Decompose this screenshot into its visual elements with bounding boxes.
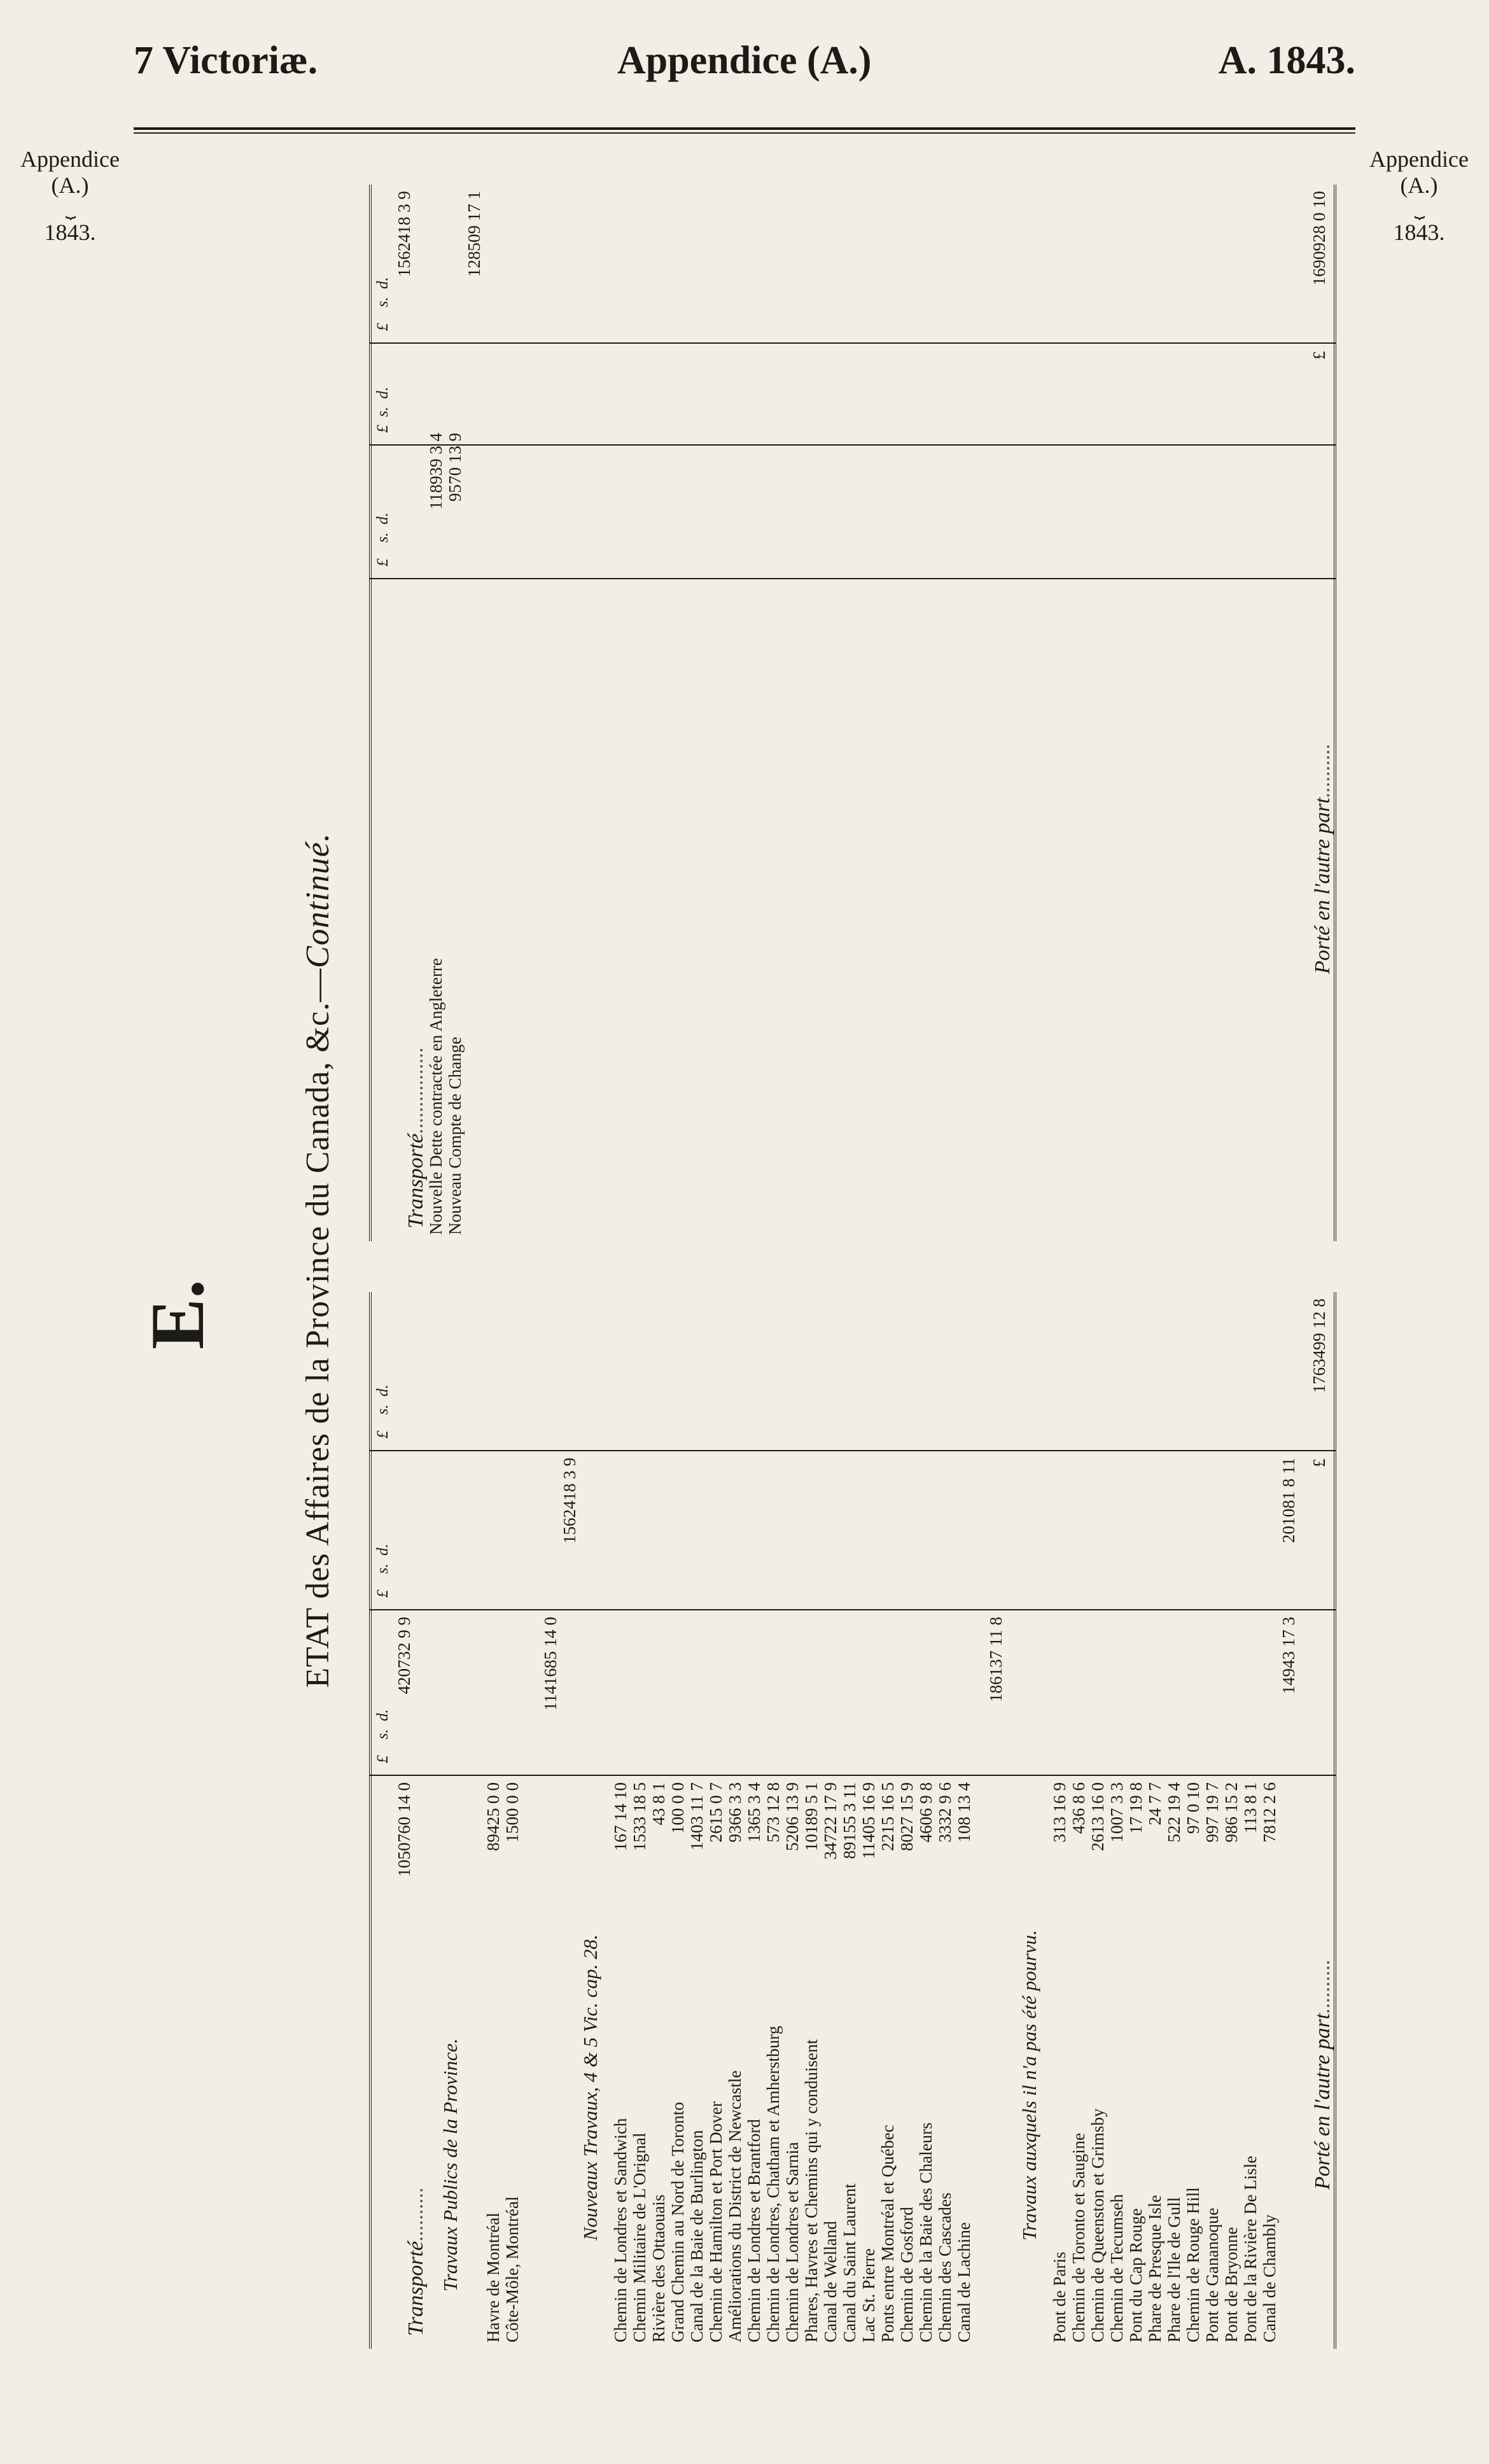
- row-label: Pont de la Rivière De Lisle: [1241, 2155, 1260, 2342]
- document-title: [299, 172, 337, 2349]
- row-label: Chemin de Londres et Brantford: [744, 2119, 764, 2342]
- row-label: Grand Chemin au Nord de Toronto: [668, 2102, 687, 2342]
- carried-row: Porté en l'autre part..........: [1311, 743, 1334, 974]
- units-col3: £ s. d.: [374, 277, 391, 331]
- title-continued: Continué.: [300, 833, 336, 968]
- row-amount: 2215 16 5: [878, 1782, 897, 1851]
- units-col3: £ s. d.: [374, 1384, 391, 1439]
- column-rule: [369, 444, 1336, 446]
- row-label: Pont de Bryonne: [1222, 2227, 1241, 2342]
- margin-letter: (A.): [1400, 172, 1438, 199]
- column-rule: [369, 1775, 1336, 1776]
- row-amount: 573 12 8: [764, 1782, 783, 1843]
- right-account-table: [369, 185, 1336, 1241]
- column-rule: [369, 342, 1336, 344]
- carried-row: Porté en l'autre part..........: [1311, 1959, 1334, 2190]
- row-label: Chemin de la Baie des Chaleurs: [916, 2122, 935, 2342]
- carried-currency: £: [1310, 1458, 1329, 1467]
- carried-amount: 1690928 0 10: [1310, 191, 1329, 286]
- document-letter: E.: [135, 1279, 220, 1349]
- brace-icon: ⏟: [65, 199, 75, 219]
- section-head-public-works: Travaux Publics de la Province.: [439, 2038, 461, 2292]
- row-label: Pont du Cap Rouge: [1126, 2208, 1145, 2342]
- row-label: Chemin de Hamilton et Port Dover: [706, 2101, 725, 2342]
- row-amount: 9570 13 9: [445, 433, 465, 502]
- transport-row: Transporté................: [404, 1046, 428, 1228]
- row-amount: 167 14 10: [611, 1782, 630, 1851]
- row-label: Améliorations du District de Newcastle: [725, 2070, 744, 2342]
- transport-amount: 1562418 3 9: [395, 191, 414, 277]
- row-amount: 43 8 1: [649, 1782, 668, 1826]
- row-amount: 1403 11 7: [687, 1782, 706, 1850]
- row-label: Ponts entre Montréal et Québec: [878, 2125, 897, 2342]
- row-label: Chemin de Gosford: [897, 2207, 916, 2342]
- section-total: 186137 11 8: [986, 1617, 1005, 1702]
- row-amount: 10189 5 1: [802, 1782, 821, 1851]
- column-rule: [369, 1609, 1336, 1610]
- row-amount: 7812 2 6: [1260, 1782, 1279, 1843]
- running-head-left: 7 Victoriæ.: [134, 39, 318, 82]
- row-amount: 1533 18 5: [630, 1782, 649, 1851]
- row-label: Côte-Môle, Montréal: [503, 2196, 522, 2342]
- row-label: Canal de la Baie de Burlington: [687, 2130, 706, 2342]
- row-amount: 1007 3 3: [1107, 1782, 1126, 1843]
- column-rule: [369, 1450, 1336, 1451]
- row-label: Chemin de Londres et Sandwich: [611, 2118, 630, 2342]
- row-label: Chemin de Londres et Sarnia: [783, 2142, 802, 2342]
- row-amount: 113 8 1: [1241, 1782, 1260, 1833]
- margin-appendice: Appendice: [20, 146, 120, 172]
- row-label: Pont de Gananoque: [1203, 2207, 1222, 2342]
- row-label: Chemin de Rouge Hill: [1184, 2187, 1203, 2342]
- row-label: Phare de l'Ile de Gull: [1164, 2197, 1184, 2342]
- row-amount: 1500 0 0: [503, 1782, 522, 1843]
- brace-icon: ⏟: [1414, 199, 1424, 219]
- section-head-unprovided-works: Travaux auxquels il n'a pas été pourvu.: [1018, 1930, 1040, 2241]
- row-label: Canal de Chambly: [1260, 2214, 1279, 2342]
- row-amount: 4606 9 8: [916, 1782, 935, 1843]
- column-rule: [369, 578, 1336, 579]
- left-account-table: [369, 1292, 1336, 2349]
- running-head-center: Appendice (A.): [617, 39, 872, 82]
- row-amount: 118939 3 4: [426, 433, 445, 510]
- row-label: Canal de Welland: [821, 2221, 840, 2342]
- section-total: 14943 17 3: [1279, 1617, 1298, 1694]
- transport-row: Transporté..........: [404, 2186, 428, 2336]
- row-label: Rivière des Ottaouais: [649, 2194, 668, 2342]
- margin-note-right: [1355, 146, 1483, 246]
- section-grand-total: 1562418 3 9: [560, 1458, 579, 1544]
- row-amount: 11405 16 9: [859, 1782, 878, 1859]
- row-label: Chemin Militaire de L'Orignal: [630, 2132, 649, 2342]
- row-label: Phares, Havres et Chemins qui y conduisent: [802, 2039, 821, 2342]
- carried-currency: £: [1310, 351, 1329, 360]
- row-label: Pont de Paris: [1050, 2251, 1069, 2342]
- row-amount: 8027 15 9: [897, 1782, 916, 1851]
- row-label: Havre de Montréal: [484, 2213, 503, 2342]
- row-amount: 89155 3 11: [840, 1782, 859, 1859]
- statement-sheet: [135, 172, 1343, 2349]
- row-amount: 997 19 7: [1203, 1782, 1222, 1843]
- row-label: Canal de Lachine: [954, 2222, 974, 2342]
- carried-amount: 1763499 12 8: [1310, 1299, 1329, 1393]
- margin-note-left: [6, 146, 134, 246]
- row-amount: 1365 3 4: [744, 1782, 764, 1843]
- row-label: Lac St. Pierre: [859, 2248, 878, 2342]
- row-amount: 24 7 7: [1145, 1782, 1164, 1826]
- header-rule: [134, 127, 1355, 134]
- row-label: Chemin de Londres, Chatham et Amherstburg: [764, 2025, 783, 2342]
- row-amount: 97 0 10: [1184, 1782, 1203, 1834]
- row-label: Chemin de Tecumseh: [1107, 2193, 1126, 2342]
- row-amount: 17 19 8: [1126, 1782, 1145, 1834]
- row-amount: 89425 0 0: [484, 1782, 503, 1851]
- section-grand-total: 201081 8 11: [1279, 1458, 1298, 1543]
- section-total: 1141685 14 0: [541, 1617, 560, 1711]
- transport-subtotal: 420732 9 9: [395, 1617, 414, 1694]
- row-amount: 522 19 4: [1164, 1782, 1184, 1843]
- row-amount: 2615 0 7: [706, 1782, 725, 1843]
- row-label: Nouveau Compte de Change: [445, 1036, 465, 1235]
- row-amount: 100 0 0: [668, 1782, 687, 1834]
- row-amount: 3332 9 6: [935, 1782, 954, 1843]
- running-head-right: A. 1843.: [1218, 39, 1355, 82]
- row-amount: 436 8 6: [1069, 1782, 1088, 1834]
- units-col2: £ s. d.: [374, 386, 391, 433]
- row-label: Chemin de Toronto et Saugine: [1069, 2132, 1088, 2342]
- section-head-new-works: Nouveaux Travaux, 4 & 5 Vic. cap. 28.: [579, 1934, 601, 2241]
- row-label: Nouvelle Dette contractée en Angleterre: [426, 958, 445, 1235]
- row-amount: 108 13 4: [954, 1782, 974, 1843]
- subtotal-amount: 128509 17 1: [465, 191, 484, 277]
- margin-appendice: Appendice: [1369, 146, 1469, 172]
- row-label: Canal du Saint Laurent: [840, 2183, 859, 2342]
- margin-year: 1843.: [44, 219, 96, 245]
- row-amount: 313 16 9: [1050, 1782, 1069, 1843]
- row-label: Chemin des Cascades: [935, 2192, 954, 2342]
- row-label: Phare de Presque Isle: [1145, 2195, 1164, 2342]
- margin-year: 1843.: [1393, 219, 1445, 245]
- units-col2: £ s. d.: [374, 1544, 391, 1598]
- margin-letter: (A.): [51, 172, 89, 199]
- units-col1: £ s. d.: [374, 512, 391, 567]
- units-col1: £ s. d.: [374, 1709, 391, 1763]
- row-amount: 5206 13 9: [783, 1782, 802, 1851]
- row-amount: 34722 17 9: [821, 1782, 840, 1860]
- transport-amount: 1050760 14 0: [395, 1782, 414, 1877]
- row-amount: 9366 3 3: [725, 1782, 744, 1843]
- row-label: Chemin de Queenston et Grimsby: [1088, 2108, 1107, 2342]
- title-main: ETAT des Affaires de la Province du Canada, &c.—: [300, 968, 336, 1688]
- row-amount: 986 15 2: [1222, 1782, 1241, 1843]
- row-amount: 2613 16 0: [1088, 1782, 1107, 1851]
